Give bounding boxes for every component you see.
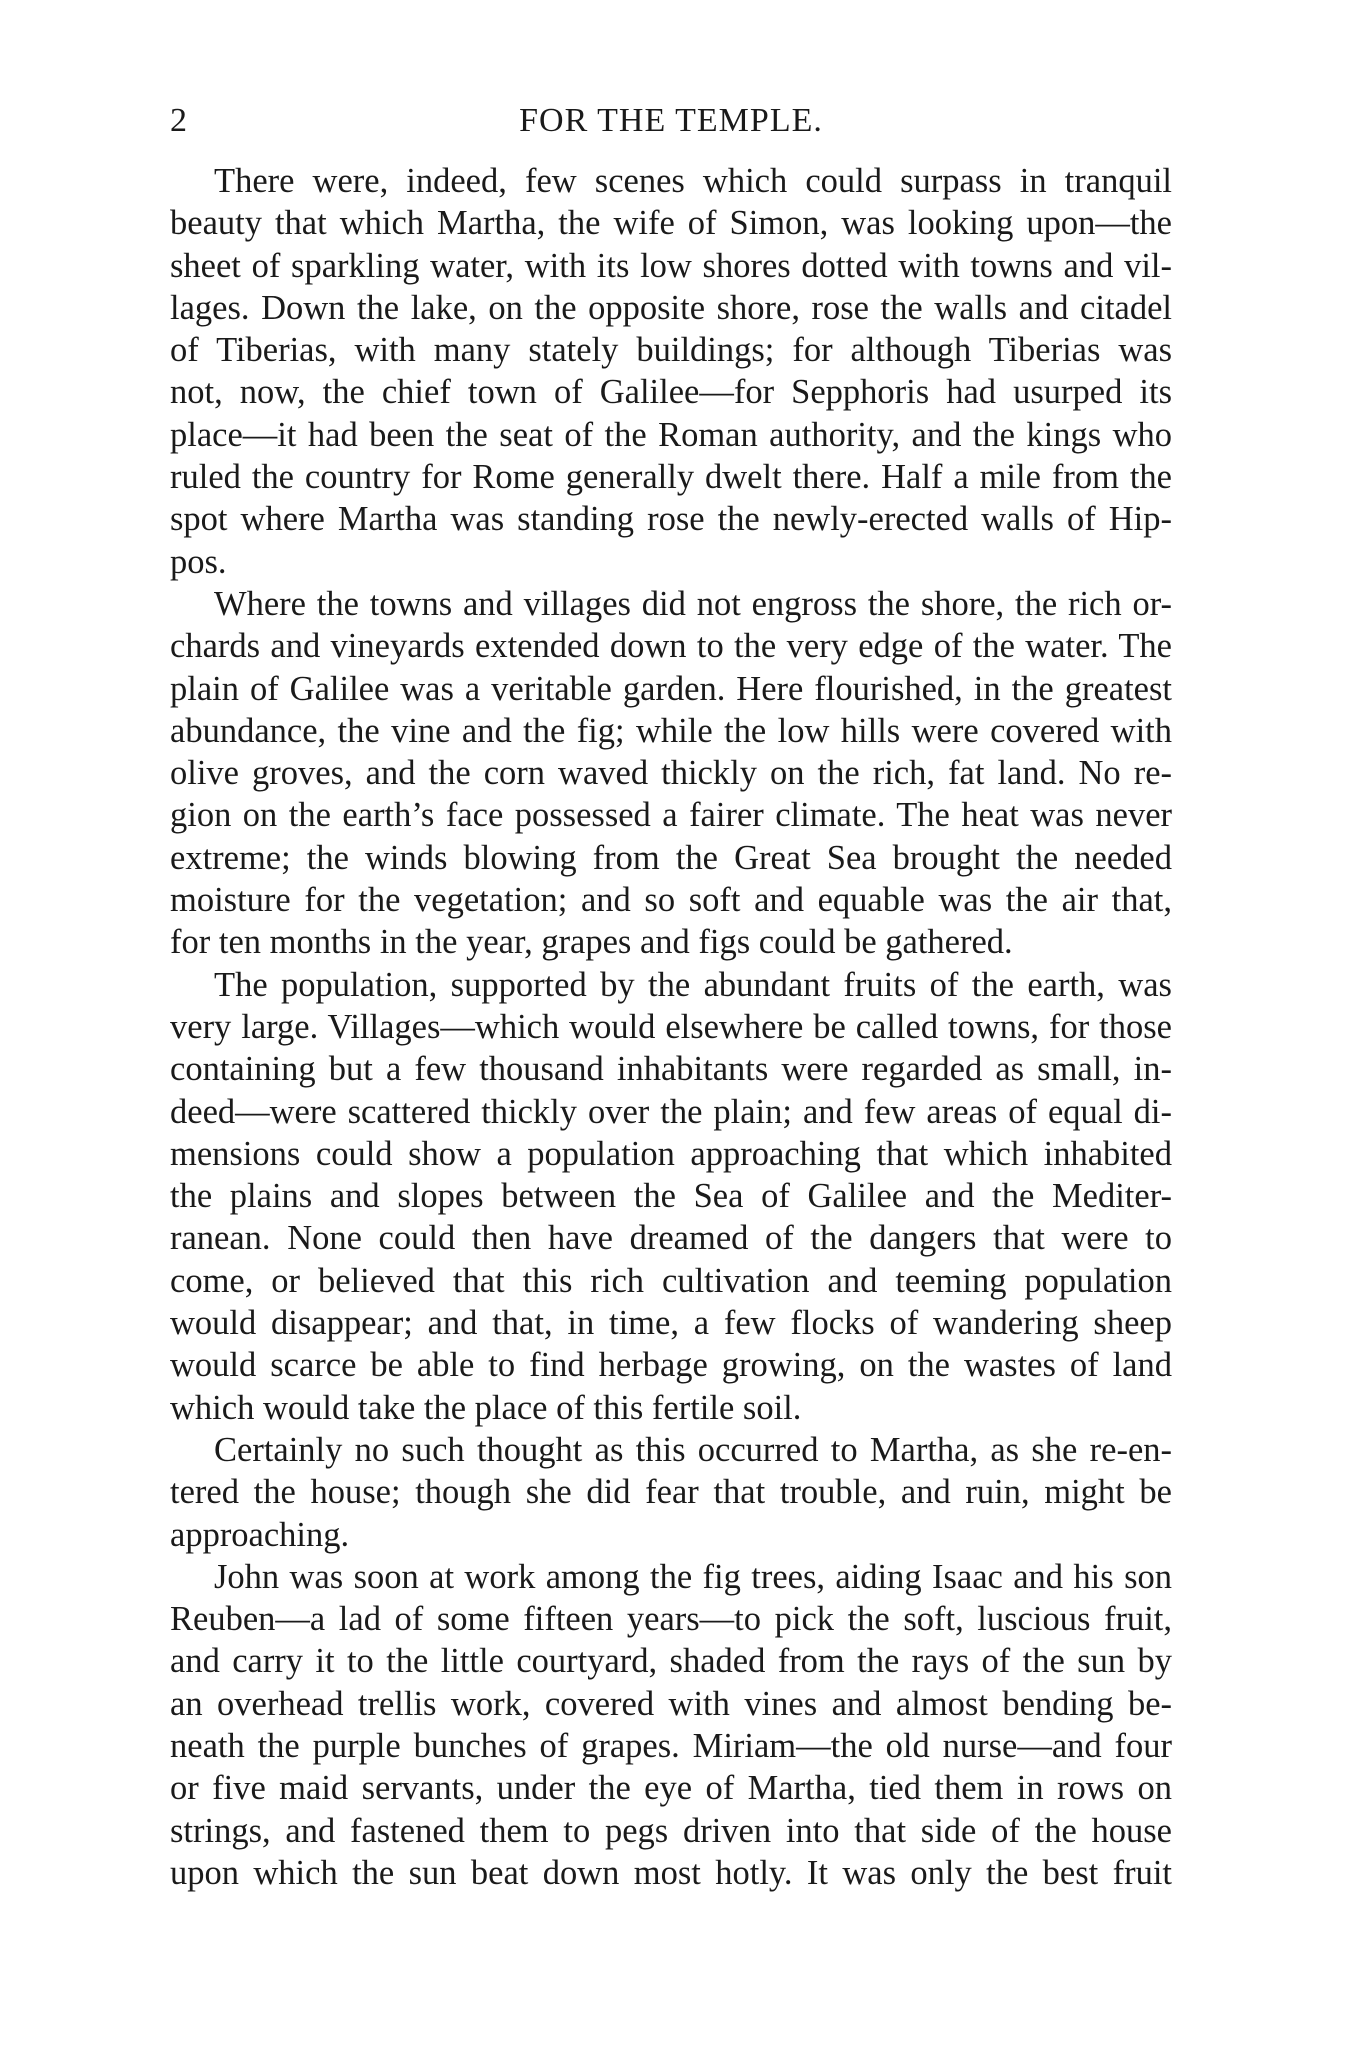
- paragraph: [170, 160, 1172, 583]
- text-line: plain of Galilee was a veritable garden. Here flourished, in the greatest: [170, 669, 1172, 708]
- text-line: containing but a few thousand inhabitants were regarded as small, in-: [170, 1050, 1172, 1089]
- text-line: deed—were scattered thickly over the plain; and few areas of equal di-: [170, 1092, 1172, 1131]
- text-line: olive groves, and the corn waved thickly on the rich, fat land. No re-: [170, 754, 1172, 793]
- text-line: mensions could show a population approaching that which inhabited: [170, 1134, 1172, 1173]
- text-line: Reuben—a lad of some fifteen years—to pick the soft, luscious fruit,: [170, 1600, 1172, 1639]
- text-line: would disappear; and that, in time, a few flocks of wandering sheep: [170, 1304, 1172, 1343]
- text-line: the plains and slopes between the Sea of Galilee and the Mediter-: [170, 1177, 1172, 1216]
- text-line: tered the house; though she did fear that trouble, and ruin, might be: [170, 1473, 1172, 1512]
- text-line: come, or believed that this rich cultivation and teeming population: [170, 1261, 1172, 1300]
- text-line: ruled the country for Rome generally dwelt there. Half a mile from the: [170, 458, 1172, 497]
- page-number: 2: [170, 102, 187, 139]
- text-line: pos.: [170, 542, 227, 581]
- text-line: beauty that which Martha, the wife of Simon, was looking upon—the: [170, 204, 1172, 243]
- text-line: gion on the earth’s face possessed a fairer climate. The heat was never: [170, 796, 1172, 835]
- text-line: lages. Down the lake, on the opposite shore, rose the walls and citadel: [170, 288, 1172, 327]
- text-line: approaching.: [170, 1515, 350, 1554]
- text-line: There were, indeed, few scenes which could surpass in tranquil: [214, 162, 1172, 200]
- text-line: Certainly no such thought as this occurred to Martha, as she re-en-: [214, 1430, 1172, 1469]
- text-line: The population, supported by the abundant fruits of the earth, was: [214, 965, 1172, 1004]
- paragraph: [170, 1429, 1172, 1556]
- body-text: [170, 160, 1172, 1894]
- text-line: strings, and fastened them to pegs driven into that side of the house: [170, 1811, 1172, 1850]
- text-line: moisture for the vegetation; and so soft and equable was the air that,: [170, 881, 1172, 920]
- text-line: very large. Villages—which would elsewhere be called towns, for those: [170, 1007, 1172, 1046]
- text-line: ranean. None could then have dreamed of the dangers that were to: [170, 1219, 1172, 1258]
- text-line: sheet of sparkling water, with its low shores dotted with towns and vil-: [170, 246, 1172, 285]
- text-line: would scarce be able to find herbage growing, on the wastes of land: [170, 1346, 1172, 1385]
- paragraph: [170, 964, 1172, 1429]
- text-line: chards and vineyards extended down to the very edge of the water. The: [170, 627, 1172, 666]
- text-line: for ten months in the year, grapes and figs could be gathered.: [170, 923, 1013, 962]
- text-line: of Tiberias, with many stately buildings; for although Tiberias was: [170, 331, 1172, 370]
- running-title: FOR THE TEMPLE.: [519, 102, 823, 139]
- text-line: which would take the place of this fertile soil.: [170, 1388, 802, 1427]
- text-line: and carry it to the little courtyard, shaded from the rays of the sun by: [170, 1642, 1172, 1681]
- text-line: or five maid servants, under the eye of Martha, tied them in rows on: [170, 1769, 1172, 1808]
- paragraph: [170, 1556, 1172, 1894]
- text-line: an overhead trellis work, covered with vines and almost bending be-: [170, 1684, 1172, 1723]
- text-line: spot where Martha was standing rose the newly-erected walls of Hip-: [170, 500, 1172, 539]
- text-line: not, now, the chief town of Galilee—for Sepphoris had usurped its: [170, 373, 1172, 412]
- text-line: John was soon at work among the fig trees, aiding Isaac and his son: [214, 1557, 1172, 1596]
- text-line: Where the towns and villages did not engross the shore, the rich or-: [214, 584, 1172, 623]
- paragraph: [170, 583, 1172, 964]
- text-line: abundance, the vine and the fig; while the low hills were covered with: [170, 711, 1172, 750]
- text-line: neath the purple bunches of grapes. Miriam—the old nurse—and four: [170, 1726, 1172, 1765]
- running-head: [170, 96, 1172, 146]
- text-line: extreme; the winds blowing from the Great Sea brought the needed: [170, 838, 1172, 877]
- text-line: upon which the sun beat down most hotly. It was only the best fruit: [170, 1853, 1172, 1892]
- text-line: place—it had been the seat of the Roman authority, and the kings who: [170, 415, 1172, 454]
